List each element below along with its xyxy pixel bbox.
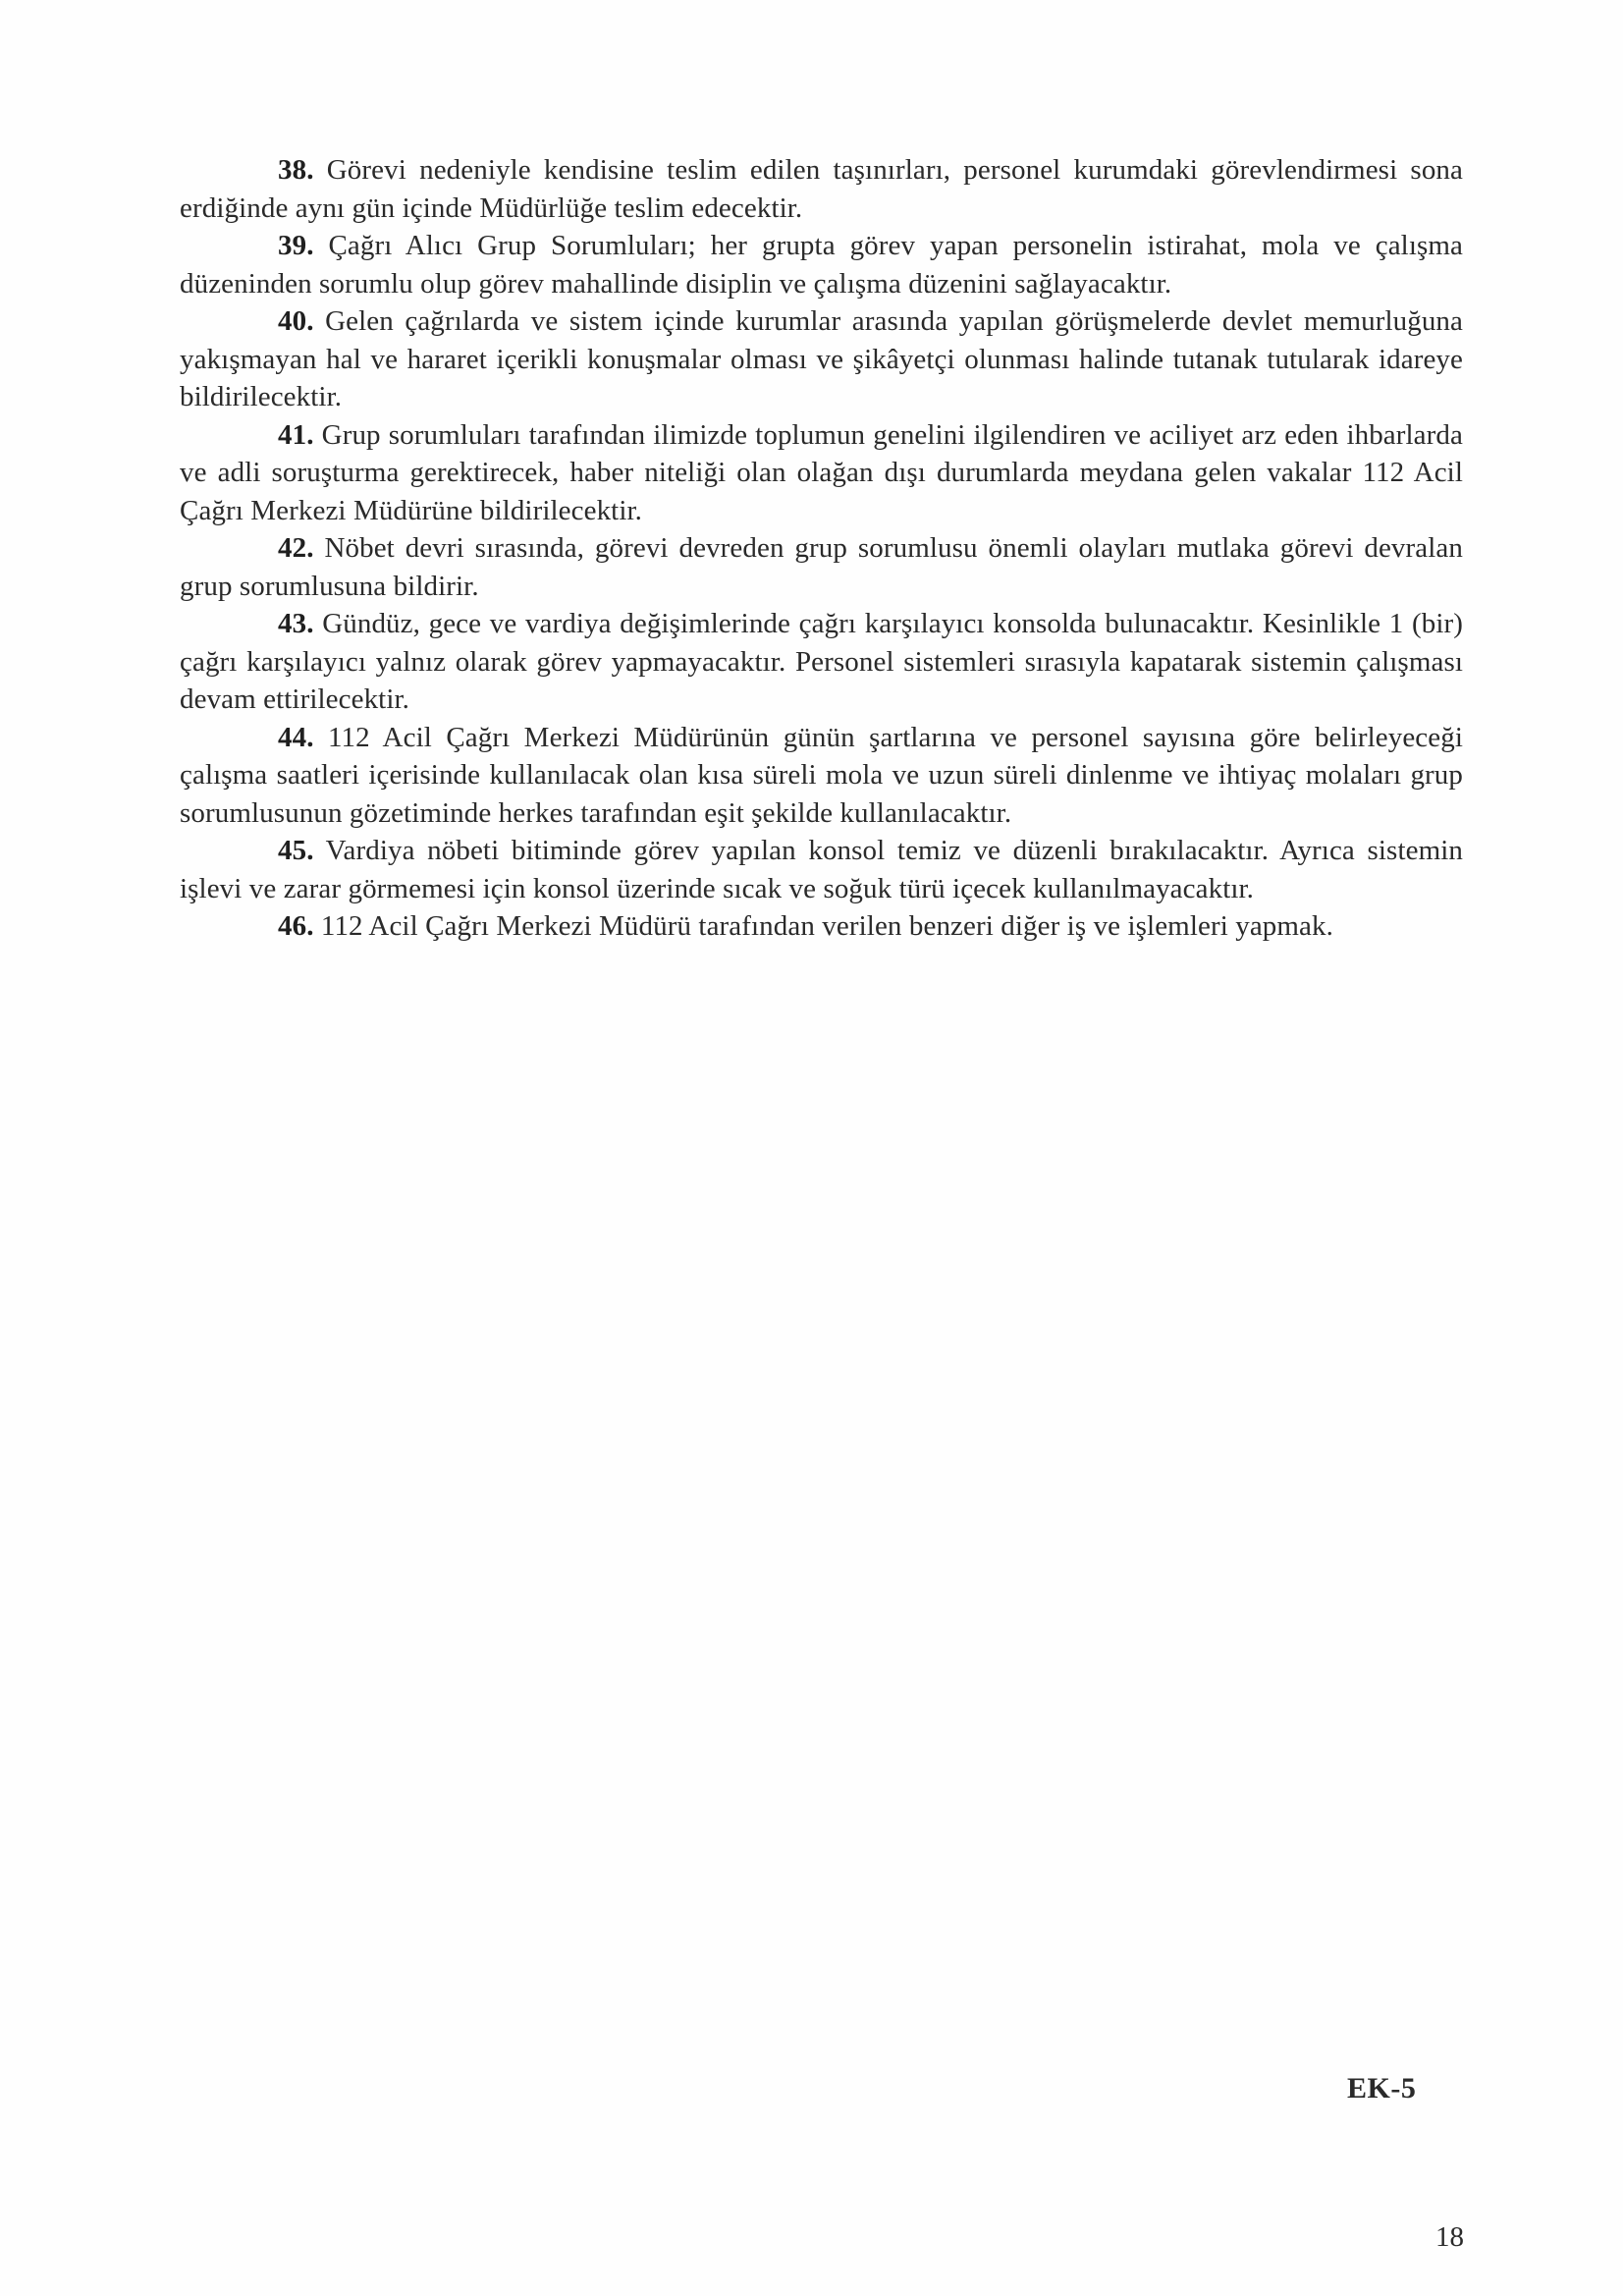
article-41 <box>180 416 1463 530</box>
article-text: Grup sorumluları tarafından ilimizde toplumun genelini ilgilendiren ve aciliyet arz eden ihbarlarda ve adli soruşturma gerektirecek, haber niteliği olan olağan dışı durumlarda meydana gelen vakalar 112 Acil Çağrı Merkezi Müdürüne bildirilecektir. <box>180 418 1463 526</box>
article-38 <box>180 151 1463 227</box>
page-number: 18 <box>1435 2221 1464 2253</box>
article-text: Çağrı Alıcı Grup Sorumluları; her grupta görev yapan personelin istirahat, mola ve çalışma düzeninden sorumlu olup görev mahallinde disiplin ve çalışma düzenini sağlayacaktır. <box>180 230 1464 300</box>
article-number: 45. <box>278 835 314 866</box>
article-43 <box>180 605 1463 719</box>
article-text: Vardiya nöbeti bitiminde görev yapılan konsol temiz ve düzenli bırakılacaktır. Ayrıca sistemin işlevi ve zarar görmemesi için konsol üzerinde sıcak ve soğuk türü içecek kullanılmayacaktır. <box>180 835 1463 904</box>
article-46 <box>180 907 1463 946</box>
article-number: 46. <box>278 910 314 942</box>
article-number: 40. <box>278 305 314 337</box>
article-text: Görevi nedeniyle kendisine teslim edilen taşınırları, personel kurumdaki görevlendirmesi sona erdiğinde aynı gün içinde Müdürlüğe teslim edecektir. <box>180 154 1463 224</box>
article-text: Gelen çağrılarda ve sistem içinde kurumlar arasında yapılan görüşmelerde devlet memurluğuna yakışmayan hal ve hararet içerikli konuşmalar olması ve şikâyetçi olunması halinde tutanak tutularak idareye bildirilecektir. <box>180 305 1463 412</box>
article-number: 43. <box>278 608 314 639</box>
annex-label: EK-5 <box>1347 2072 1417 2105</box>
article-42 <box>180 529 1463 605</box>
article-40 <box>180 302 1463 416</box>
article-number: 44. <box>278 721 314 753</box>
article-39 <box>180 227 1463 302</box>
article-text: Nöbet devri sırasında, görevi devreden grup sorumlusu önemli olayları mutlaka görevi devralan grup sorumlusuna bildirir. <box>180 532 1463 602</box>
article-44 <box>180 719 1463 833</box>
article-number: 38. <box>278 154 314 186</box>
article-text: 112 Acil Çağrı Merkezi Müdürü tarafından verilen benzeri diğer iş ve işlemleri yapmak. <box>320 910 1333 942</box>
article-text: 112 Acil Çağrı Merkezi Müdürünün günün şartlarına ve personel sayısına göre belirleyeceği çalışma saatleri içerisinde kullanılacak olan kısa süreli mola ve uzun süreli dinlenme ve ihtiyaç molaları grup sorumlusunun gözetiminde herkes tarafından eşit şekilde kullanılacaktır. <box>180 721 1463 829</box>
article-number: 39. <box>278 230 314 261</box>
article-text: Gündüz, gece ve vardiya değişimlerinde çağrı karşılayıcı konsolda bulunacaktır. Kesinlikle 1 (bir) çağrı karşılayıcı yalnız olarak görev yapmayacaktır. Personel sistemleri sırasıyla kapatarak sistemin çalışması devam ettirilecektir. <box>180 608 1463 715</box>
article-45 <box>180 832 1463 907</box>
article-number: 42. <box>278 532 314 564</box>
article-number: 41. <box>278 418 314 451</box>
article-list <box>180 151 1463 946</box>
